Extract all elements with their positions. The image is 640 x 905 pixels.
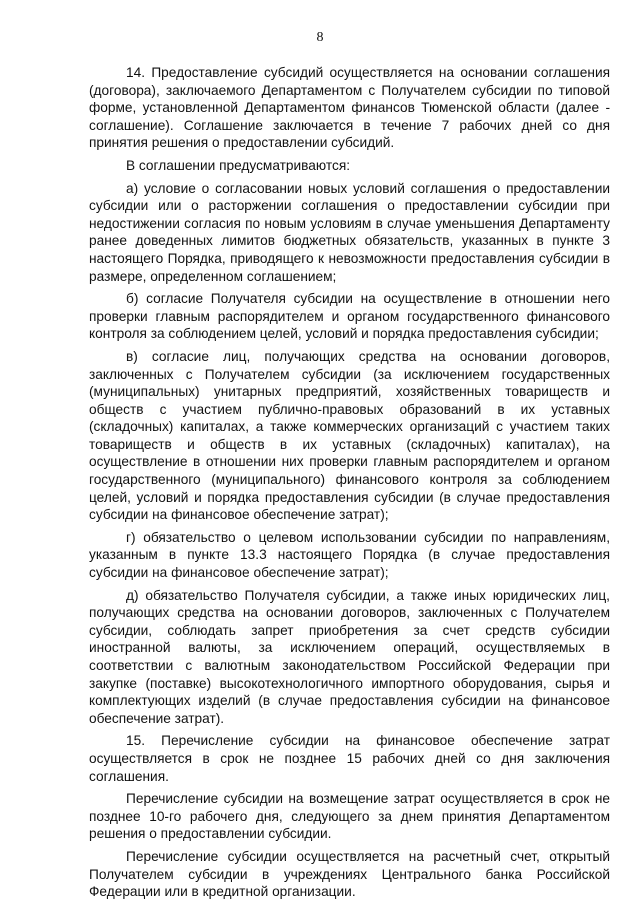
paragraph-item-b: б) согласие Получателя субсидии на осуществление в отношении него проверки главным распорядителем и органом государственного финансового контроля за соблюдением целей, условий и порядка предоставления субсидии; <box>89 291 610 342</box>
paragraph-item-g: г) обязательство о целевом использовании субсидии по направлениям, указанным в пункте 13.3 настоящего Порядка (в случае предоставления субсидии на финансовое обеспечение затрат); <box>89 529 610 581</box>
paragraph-item-v: в) согласие лиц, получающих средства на основании договоров, заключенных с Получателем субсидии (за исключением государственных (муниципальных) унитарных предприятий, хозяйственных товариществ и обществ с участием публично-правовых образований в их уставных (складочных) капиталах, а также коммерческих организаций с участием таких товариществ и обществ в их уставных (складочных) капиталах), на осуществление в отношении них проверки главным распорядителем и органом государственного (муниципального) финансового контроля за соблюдением целей, условий и порядка предоставления субсидии (в случае предоставления субсидии на финансовое обеспечение затрат); <box>89 348 610 523</box>
paragraph-item-a: а) условие о согласовании новых условий соглашения о предоставлении субсидии или о расторжении соглашения о предоставлении субсидии при недостижении согласия по новым условиям в случае уменьшения Департаменту ранее доведенных лимитов бюджетных обязательств, указанных в пункте 3 настоящего Порядка, приводящего к невозможности предоставления субсидии в размере, определенном соглашением; <box>89 180 610 284</box>
paragraph-item-d: д) обязательство Получателя субсидии, а также иных юридических лиц, получающих средства на основании договоров, заключенных с Получателем субсидии, соблюдать запрет приобретения за счет средств субсидии иностранной валюты, за исключением операций, осуществляемых в соответствии с валютным законодательством Российской Федерации при закупке (поставке) высокотехнологичного импортного оборудования, сырья и комплектующих изделий (в случае предоставления субсидии на финансовое обеспечение затрат). <box>89 587 610 726</box>
paragraph-14: 14. Предоставление субсидий осуществляется на основании соглашения (договора), заключаемого Департаментом с Получателем субсидии по типовой форме, установленной Департаментом финансов Тюменской области (далее - соглашение). Соглашение заключается в течение 7 рабочих дней со дня принятия решения о предоставлении субсидий. <box>89 65 610 151</box>
paragraph-reimbursement: Перечисление субсидии на возмещение затрат осуществляется в срок не позднее 10-го рабочего дня, следующего за днем принятия Департаментом решения о предоставлении субсидии. <box>89 791 610 842</box>
document-body <box>89 64 610 901</box>
page-number: 8 <box>316 30 324 45</box>
paragraph-15: 15. Перечисление субсидии на финансовое обеспечение затрат осуществляется в срок не позднее 15 рабочих дней со дня заключения соглашения. <box>89 733 610 784</box>
paragraph-agreement-intro: В соглашении предусматриваются: <box>126 157 351 173</box>
paragraph-transfer-account: Перечисление субсидии осуществляется на расчетный счет, открытый Получателем субсидии в учреждениях Центрального банка Российской Федерации или в кредитной организации. <box>89 848 610 900</box>
